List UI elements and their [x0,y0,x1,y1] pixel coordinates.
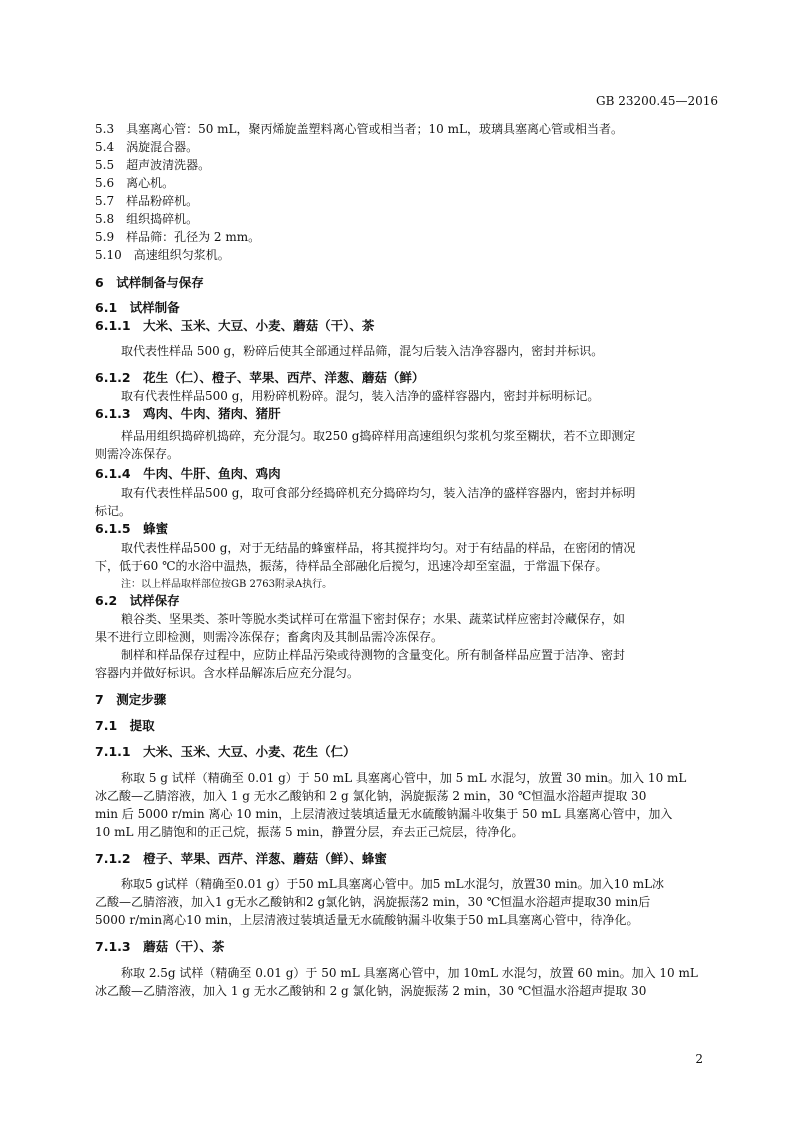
paragraph-line: 粮谷类、坚果类、茶叶等脱水类试样可在常温下密封保存；水果、蔬菜试样应密封冷藏保存，如 [121,612,626,626]
section-heading: 6.1.5 蜂蜜 [95,521,169,536]
paragraph-line: 样品用组织捣碎机捣碎，充分混匀。取250 g捣碎样用高速组织匀浆机匀浆至糊状，若不立即测定 [121,429,636,443]
paragraph-line: 下，低于60 ℃的水浴中温热，振荡，待样品全部融化后搅匀，迅速冷却至室温，于常温下保存。 [95,559,608,573]
section-heading: 6.1.2 花生（仁）、橙子、苹果、西芹、洋葱、蘑菇（鲜） [95,370,425,385]
paragraph-line: 乙酸—乙腈溶液，加入1 g无水乙酸钠和2 g氯化钠，涡旋振荡2 min，30 ℃恒温水浴超声提取30 min后 [95,895,651,909]
standard-code: GB 23200.45—2016 [595,94,718,108]
section-heading: 7.1 提取 [95,718,155,733]
list-item: 5.9 样品筛：孔径为 2 mm。 [95,230,261,244]
paragraph-line: 冰乙酸—乙腈溶液，加入 1 g 无水乙酸钠和 2 g 氯化钠，涡旋振荡 2 min，30 ℃恒温水浴超声提取 30 [95,984,647,998]
section-heading: 6.2 试样保存 [95,593,180,608]
section-heading: 6.1.3 鸡肉、牛肉、猪肉、猪肝 [95,406,281,421]
section-heading: 6.1.1 大米、玉米、大豆、小麦、蘑菇（干）、茶 [95,318,375,333]
section-heading: 7.1.2 橙子、苹果、西芹、洋葱、蘑菇（鲜）、蜂蜜 [95,851,387,866]
paragraph-line: min 后 5000 r/min 离心 10 min，上层清液过装填适量无水硫酸钠漏斗收集于 50 mL 具塞离心管中，加入 [95,807,673,821]
section-heading: 7.1.1 大米、玉米、大豆、小麦、花生（仁） [95,744,356,759]
paragraph-line: 5000 r/min离心10 min，上层清液过装填适量无水硫酸钠漏斗收集于50 mL具塞离心管中，待净化。 [95,913,639,927]
section-heading: 6 试样制备与保存 [95,275,204,290]
paragraph-line: 取有代表性样品500 g，取可食部分经捣碎机充分捣碎均匀，装入洁净的盛样容器内，密封并标明 [121,486,636,500]
list-item: 5.6 离心机。 [95,176,175,190]
paragraph-line: 称取 5 g 试样（精确至 0.01 g）于 50 mL 具塞离心管中，加 5 mL 水混匀，放置 30 min。加入 10 mL [121,771,687,785]
list-item: 5.4 涡旋混合器。 [95,140,199,154]
list-item: 5.5 超声波清洗器。 [95,158,211,172]
paragraph-line: 制样和样品保存过程中，应防止样品污染或待测物的含量变化。所有制备样品应置于洁净、密封 [121,648,626,662]
paragraph-line: 取代表性样品 500 g，粉碎后使其全部通过样品筛，混匀后装入洁净容器内，密封并标识。 [121,344,604,358]
list-item: 5.7 样品粉碎机。 [95,194,199,208]
paragraph-line: 冰乙酸—乙腈溶液，加入 1 g 无水乙酸钠和 2 g 氯化钠，涡旋振荡 2 min，30 ℃恒温水浴超声提取 30 [95,789,647,803]
section-heading: 6.1 试样制备 [95,300,180,315]
paragraph-line: 果不进行立即检测，则需冷冻保存；畜禽肉及其制品需冷冻保存。 [95,630,444,644]
paragraph-line: 10 mL 用乙腈饱和的正己烷，振荡 5 min，静置分层，弃去正己烷层，待净化。 [95,825,524,839]
section-heading: 6.1.4 牛肉、牛肝、鱼肉、鸡肉 [95,466,281,481]
page-number: 2 [695,1052,703,1066]
paragraph-line: 称取 2.5g 试样（精确至 0.01 g）于 50 mL 具塞离心管中，加 10mL 水混匀，放置 60 min。加入 10 mL [121,966,698,980]
paragraph-line: 取有代表性样品500 g，用粉碎机粉碎。混匀，装入洁净的盛样容器内，密封并标明标记。 [121,389,600,403]
paragraph-line: 则需冷冻保存。 [95,447,180,461]
paragraph-line: 容器内并做好标识。含水样品解冻后应充分混匀。 [95,666,360,680]
note-line: 注：以上样品取样部位按GB 2763附录A执行。 [121,579,333,590]
paragraph-line: 称取5 g试样（精确至0.01 g）于50 mL具塞离心管中。加5 mL水混匀，放置30 min。加入10 mL冰 [121,877,665,891]
paragraph-line: 标记。 [95,504,132,518]
section-heading: 7 测定步骤 [95,692,167,707]
section-heading: 7.1.3 蘑菇（干）、茶 [95,939,225,954]
list-item: 5.10 高速组织匀浆机。 [95,248,230,262]
paragraph-line: 取代表性样品500 g，对于无结晶的蜂蜜样品，将其搅拌均匀。对于有结晶的样品，在密闭的情况 [121,541,636,555]
list-item: 5.3 具塞离心管：50 mL，聚丙烯旋盖塑料离心管或相当者；10 mL，玻璃具塞离心管或相当者。 [95,122,623,136]
list-item: 5.8 组织捣碎机。 [95,212,199,226]
